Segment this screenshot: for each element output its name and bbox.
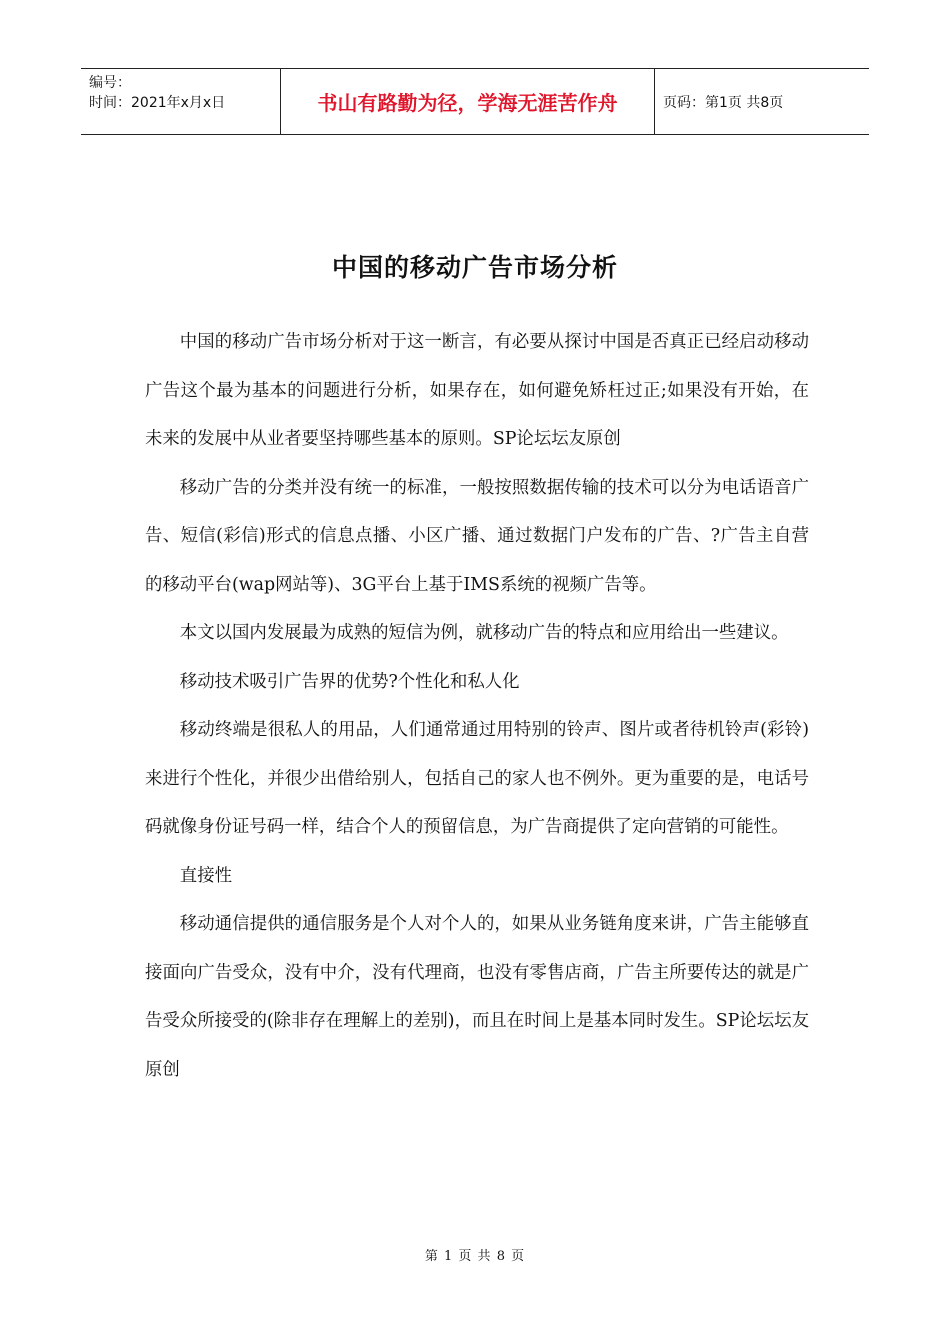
paragraph: 移动终端是很私人的用品，人们通常通过用特别的铃声、图片或者待机铃声(彩铃)来进行个性化，并很少出借给别人，包括自己的家人也不例外。更为重要的是，电话号码就像身份证号码一样，结合个人的预留信息，为广告商提供了定向营销的可能性。 [145, 720, 809, 837]
header-motto: 书山有路勤为径，学海无涯苦作舟 [281, 69, 655, 134]
header-meta [81, 69, 281, 134]
section-heading: 移动技术吸引广告界的优势?个性化和私人化 [179, 671, 520, 692]
document-title: 中国的移动广告市场分析 [331, 253, 618, 282]
header-page-info: 页码：第1页 共8页 [663, 94, 784, 111]
paragraph: 移动广告的分类并没有统一的标准，一般按照数据传输的技术可以分为电话语音广告、短信(彩信)形式的信息点播、小区广播、通过数据门户发布的广告、?广告主自营的移动平台(wap网站等)、3G平台上基于IMS系统的视频广告等。 [145, 477, 809, 595]
number-label: 编号： [89, 75, 131, 91]
paragraph: 中国的移动广告市场分析对于这一断言，有必要从探讨中国是否真正已经启动移动广告这个最为基本的问题进行分析，如果存在，如何避免矫枉过正;如果没有开始，在未来的发展中从业者要坚持哪些基本的原则。SP论坛坛友原创 [145, 332, 809, 449]
section-heading: 直接性 [179, 865, 232, 886]
document-header [81, 68, 869, 135]
paragraph: 本文以国内发展最为成熟的短信为例，就移动广告的特点和应用给出一些建议。 [179, 623, 789, 643]
page-footer: 第 1 页 共 8 页 [424, 1249, 526, 1264]
time-label: 时间：2021年x月x日 [89, 95, 226, 111]
paragraph: 移动通信提供的通信服务是个人对个人的，如果从业务链角度来讲，广告主能够直接面向广告受众，没有中介，没有代理商，也没有零售店商，广告主所要传达的就是广告受众所接受的(除非存在理解上的差别)，而且在时间上是基本同时发生。SP论坛坛友原创 [145, 914, 809, 1080]
document-body [145, 318, 809, 1094]
